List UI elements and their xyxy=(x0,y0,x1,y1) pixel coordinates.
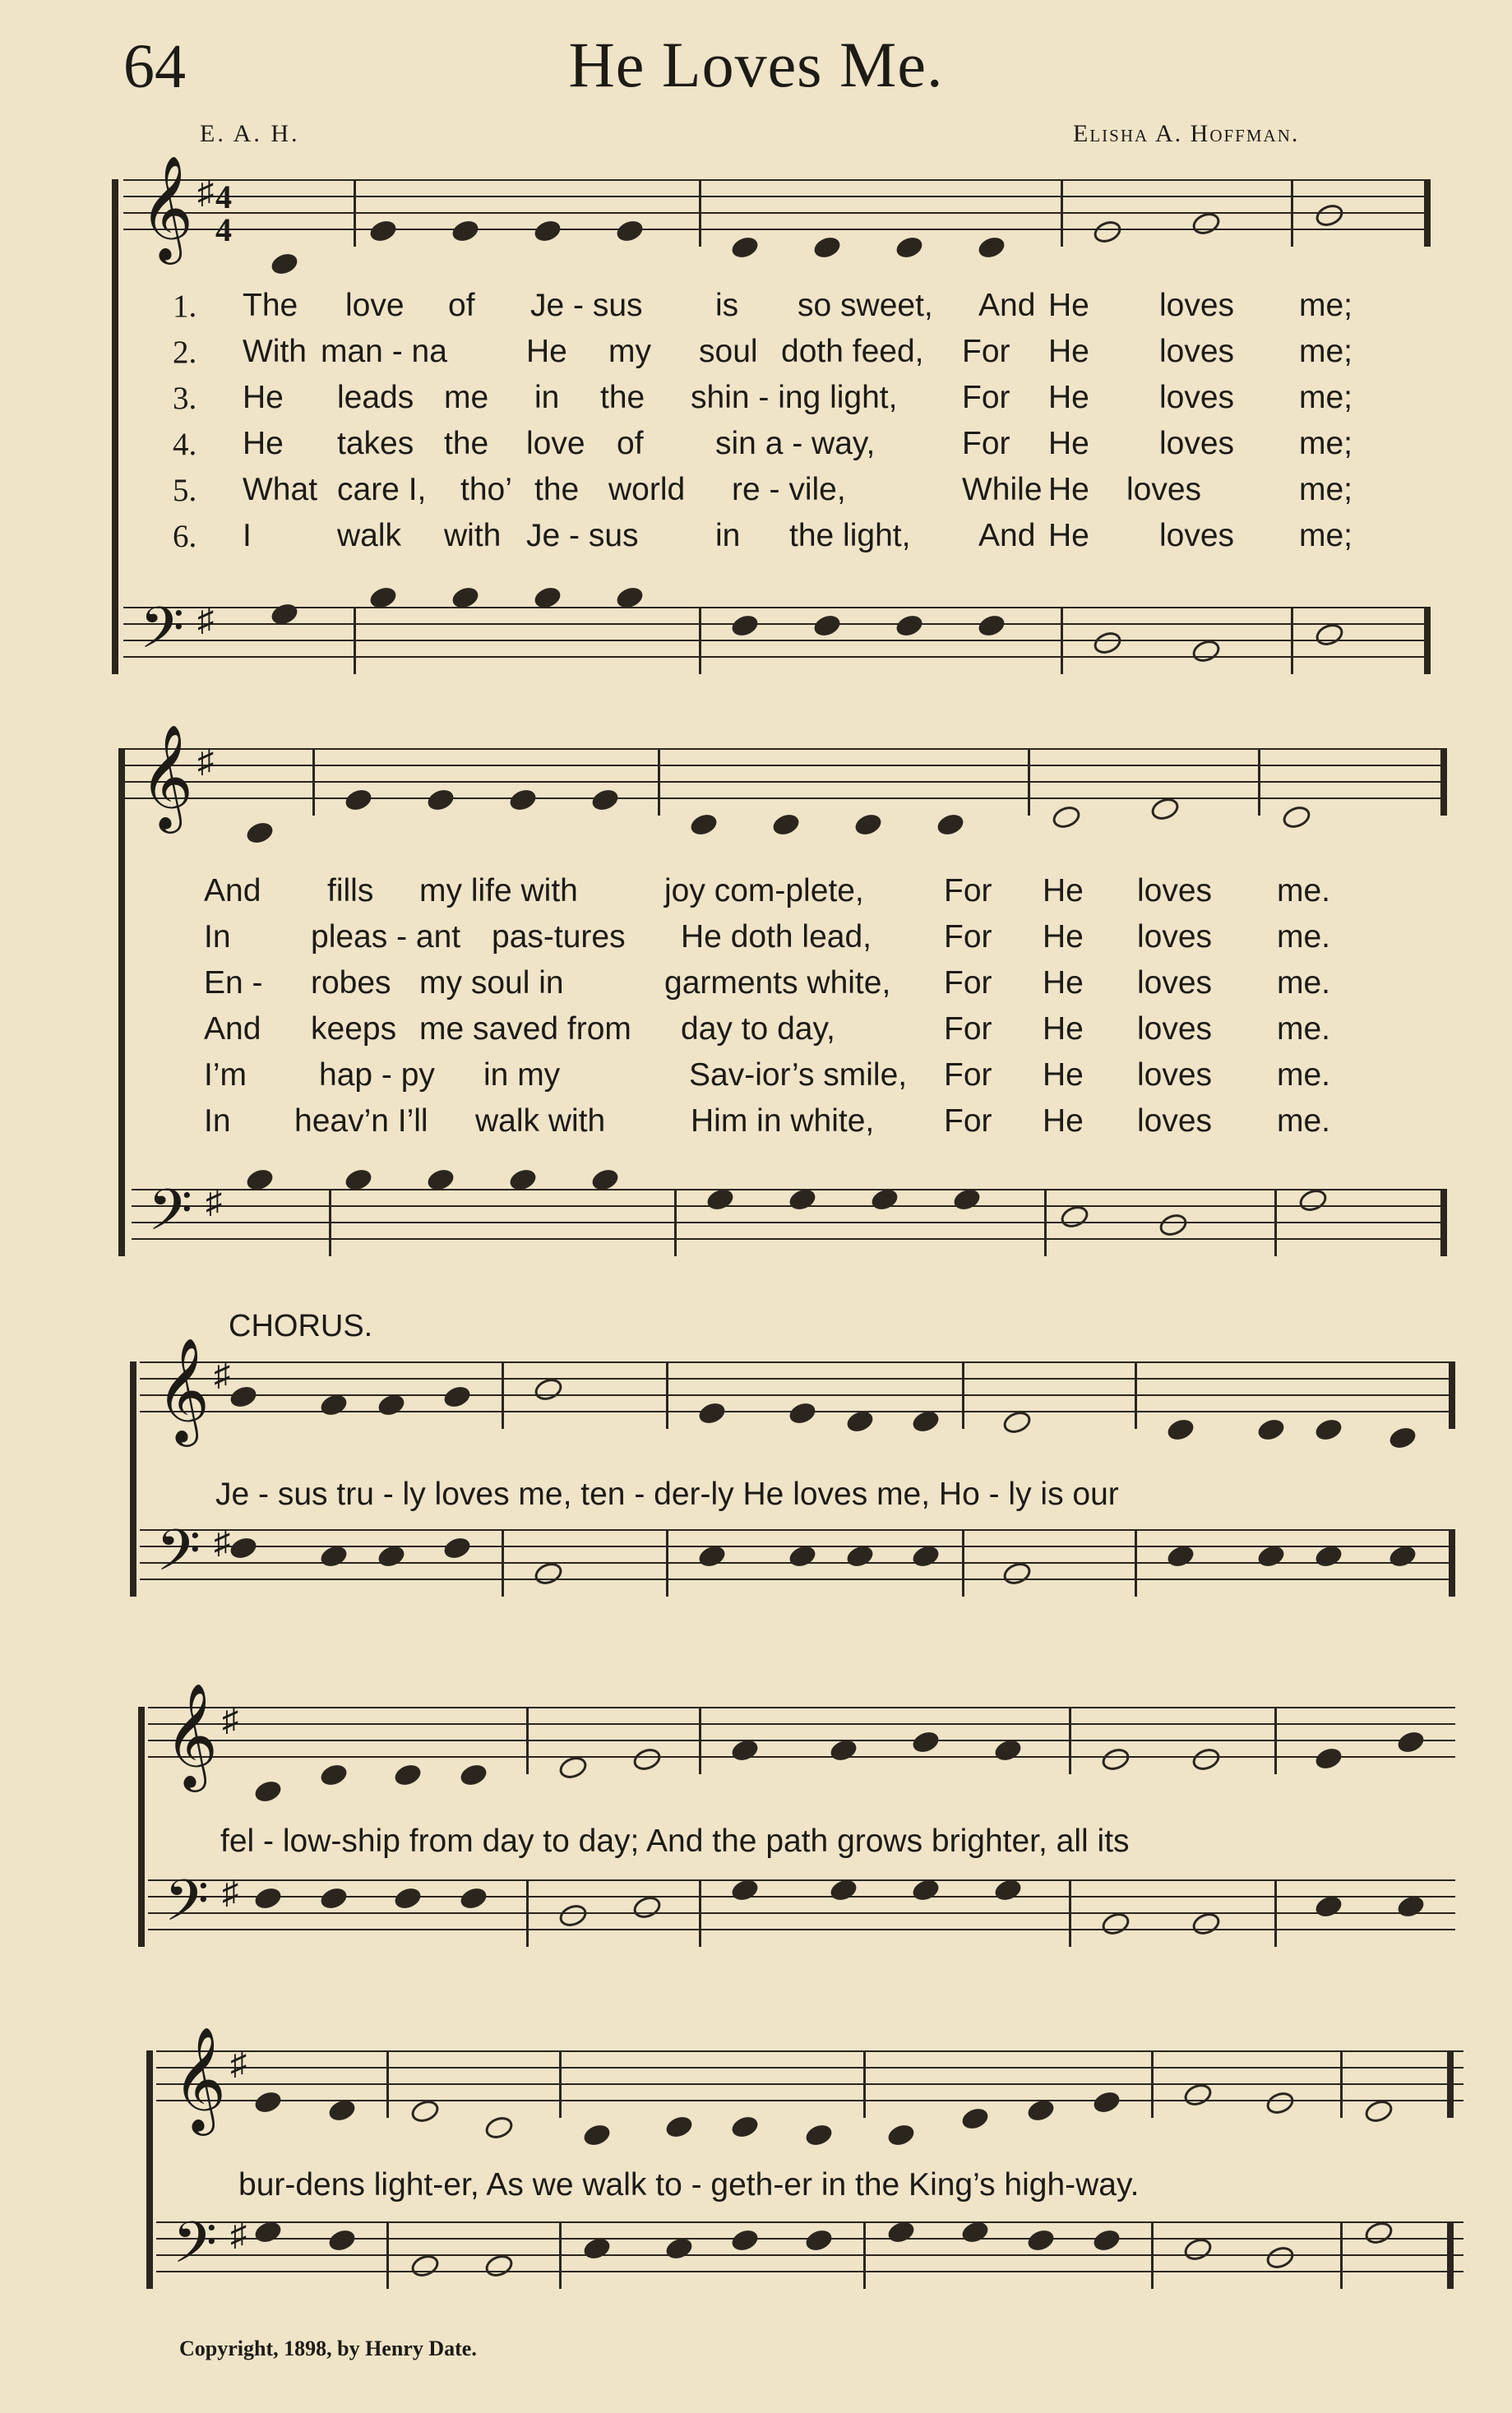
treble-clef-icon: 𝄞 xyxy=(156,1340,210,1440)
treble-clef-icon: 𝄞 xyxy=(173,2029,227,2129)
chorus-lyric-line-2: fel - low-ship from day to day; And the path grows brighter, all its xyxy=(220,1824,1130,1859)
lyric-line: 6. I walk with Je - sus in the light, And He loves me; xyxy=(173,518,1353,554)
system-brace xyxy=(138,1707,145,1947)
sharp-icon: ♯ xyxy=(222,1874,238,1911)
staff-bass-5 xyxy=(156,2212,1463,2289)
time-signature-top: 4 xyxy=(215,178,232,215)
lyric-line: I’m hap - py in my Sav-ior’s smile, For He loves me. xyxy=(204,1057,1331,1093)
system-brace xyxy=(112,179,118,674)
sharp-icon: ♯ xyxy=(206,1183,222,1220)
sharp-icon: ♯ xyxy=(214,1356,230,1393)
lyric-line: And keeps me saved from day to day, For He loves me. xyxy=(204,1011,1331,1047)
sharp-icon: ♯ xyxy=(230,2216,247,2253)
lyric-line: 1. The love of Je - sus is so sweet, And He loves me; xyxy=(173,288,1353,324)
lyric-line: 4. He takes the love of sin a - way, For He loves me; xyxy=(173,426,1353,462)
bass-clef-icon: 𝄢 xyxy=(173,2212,218,2289)
system-brace xyxy=(118,748,125,1256)
system-brace xyxy=(146,2050,153,2289)
page-number: 64 xyxy=(123,32,186,101)
lyric-line: 3. He leads me in the shin - ing light, For He loves me; xyxy=(173,380,1353,416)
sharp-icon: ♯ xyxy=(214,1523,230,1560)
author-initials: E. A. H. xyxy=(200,120,300,147)
time-signature-bottom: 4 xyxy=(215,211,232,248)
treble-clef-icon: 𝄞 xyxy=(164,1685,219,1786)
staff-bass-1 xyxy=(123,598,1431,674)
sharp-icon: ♯ xyxy=(222,1701,238,1738)
chorus-lyric-line-3: bur-dens light-er, As we walk to - geth-er in the King’s high-way. xyxy=(238,2167,1140,2203)
staff-treble-3 xyxy=(140,1340,1455,1440)
staff-bass-4 xyxy=(148,1870,1455,1947)
lyric-line: In heav’n I’ll walk with Him in white, For He loves me. xyxy=(204,1103,1331,1139)
staff-treble-2 xyxy=(123,727,1447,827)
sharp-icon: ♯ xyxy=(197,601,214,638)
system-brace xyxy=(130,1361,136,1597)
bass-clef-icon: 𝄢 xyxy=(148,1180,193,1256)
lyric-line: In pleas - ant pas-tures He doth lead, For He loves me. xyxy=(204,919,1331,955)
copyright-notice: Copyright, 1898, by Henry Date. xyxy=(179,2337,477,2360)
bass-clef-icon: 𝄢 xyxy=(140,598,185,674)
bass-clef-icon: 𝄢 xyxy=(156,1520,201,1597)
staff-treble-1 xyxy=(123,158,1431,258)
staff-treble-5 xyxy=(156,2029,1463,2129)
lyric-line: 2. With man - na He my soul doth feed, For He loves me; xyxy=(173,334,1353,370)
sharp-icon: ♯ xyxy=(197,742,214,779)
hymn-title: He Loves Me. xyxy=(568,29,944,100)
lyric-line: En - robes my soul in garments white, For He loves me. xyxy=(204,965,1331,1001)
staff-bass-3 xyxy=(140,1520,1455,1597)
sharp-icon: ♯ xyxy=(197,173,214,210)
treble-clef-icon: 𝄞 xyxy=(140,158,194,258)
lyric-line: 5. What care I, tho’ the world re - vile, While He loves me; xyxy=(173,472,1353,508)
lyric-line: And fills my life with joy com-plete, For He loves me. xyxy=(204,873,1331,908)
sharp-icon: ♯ xyxy=(230,2045,247,2082)
chorus-label: CHORUS. xyxy=(229,1309,373,1343)
staff-treble-4 xyxy=(148,1685,1455,1786)
author-name: Elisha A. Hoffman. xyxy=(1073,120,1300,147)
staff-bass-2 xyxy=(132,1180,1447,1256)
chorus-lyric-line-1: Je - sus tru - ly loves me, ten - der-ly He loves me, Ho - ly is our xyxy=(215,1477,1119,1512)
bass-clef-icon: 𝄢 xyxy=(164,1870,210,1947)
treble-clef-icon: 𝄞 xyxy=(140,727,194,827)
